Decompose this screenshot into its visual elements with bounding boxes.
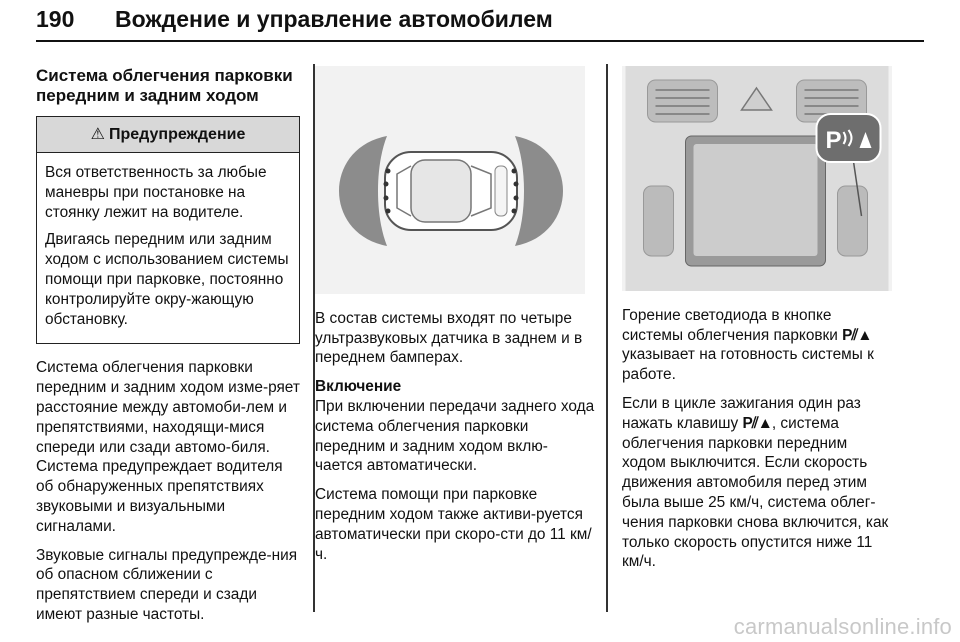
figure-caption bbox=[622, 306, 892, 385]
body-paragraph: Звуковые сигналы предупрежде-ния об опасном сближении с препятствием спереди и сзади имеют разные частоты. bbox=[36, 546, 298, 623]
subheading: Включение bbox=[315, 378, 402, 396]
caption-text: указывает на готовность системы к работе. bbox=[622, 346, 874, 384]
warning-triangle-icon: ⚠ bbox=[90, 125, 105, 143]
parking-sensor-figure bbox=[315, 66, 585, 294]
body-paragraph: Система облегчения парковки передним и задним ходом изме-ряет расстояние между автомоби-лем и препятствиями, находящи-мися спереди или сзади автомо-биля. Система предупреждает водителя об обнаруженных препятствиях звуковыми и визуальными сигналами. bbox=[36, 359, 300, 535]
body-paragraph: Система помощи при парковке передним ходом также активи-руется автоматически при скоро-сти до 11 км/ч. bbox=[315, 486, 592, 563]
paragraph-text: , система облегчения парковки передним ходом выключится. Если скорость движения автомобиля перед этим была выше 25 км/ч, система облег-чения парковки снова включится, как только скорость опустится ниже 11 км/ч. bbox=[622, 414, 889, 571]
parking-assist-icon: P bbox=[825, 127, 842, 154]
paragraph-text: Если в цикле зажигания один раз нажать клавишу bbox=[622, 394, 861, 432]
warning-header bbox=[37, 117, 299, 153]
warning-body bbox=[37, 153, 299, 343]
body-paragraph bbox=[622, 394, 892, 572]
dashboard-figure bbox=[622, 66, 892, 291]
figure-caption: В состав системы входят по четыре ультразвуковых датчика в заднем и в переднем бамперах. bbox=[315, 309, 583, 367]
column-2 bbox=[315, 66, 595, 573]
page-header bbox=[36, 4, 924, 44]
section-title: Система облегчения парковки передним и задним ходом bbox=[36, 66, 293, 105]
parking-assist-symbol-icon: P⫽▲ bbox=[742, 414, 772, 432]
column-divider bbox=[606, 64, 608, 612]
page-number: 190 bbox=[36, 6, 75, 32]
warning-box bbox=[36, 116, 300, 344]
warning-label: Предупреждение bbox=[109, 125, 246, 143]
chapter-title: Вождение и управление автомобилем bbox=[115, 6, 553, 32]
column-1 bbox=[36, 66, 300, 634]
car-top-view-icon bbox=[384, 152, 519, 230]
caption-text: Горение светодиода в кнопке системы облегчения парковки bbox=[622, 306, 843, 344]
warning-text-1: Вся ответственность за любые маневры при постановке на стоянку лежит на водителе. bbox=[45, 164, 267, 221]
header-rule bbox=[36, 40, 924, 42]
watermark: carmanualsonline.info bbox=[733, 614, 952, 639]
warning-text-2: Двигаясь передним или задним ходом с использованием системы помощи при парковке, постоянно контролируйте окру-жающую обстановку. bbox=[45, 231, 289, 328]
parking-assist-symbol-icon: P⫽▲ bbox=[842, 326, 872, 344]
column-3 bbox=[622, 66, 892, 581]
body-paragraph: При включении передачи заднего хода система облегчения парковки передним и задним ходом вклю-чается автоматически. bbox=[315, 397, 595, 475]
